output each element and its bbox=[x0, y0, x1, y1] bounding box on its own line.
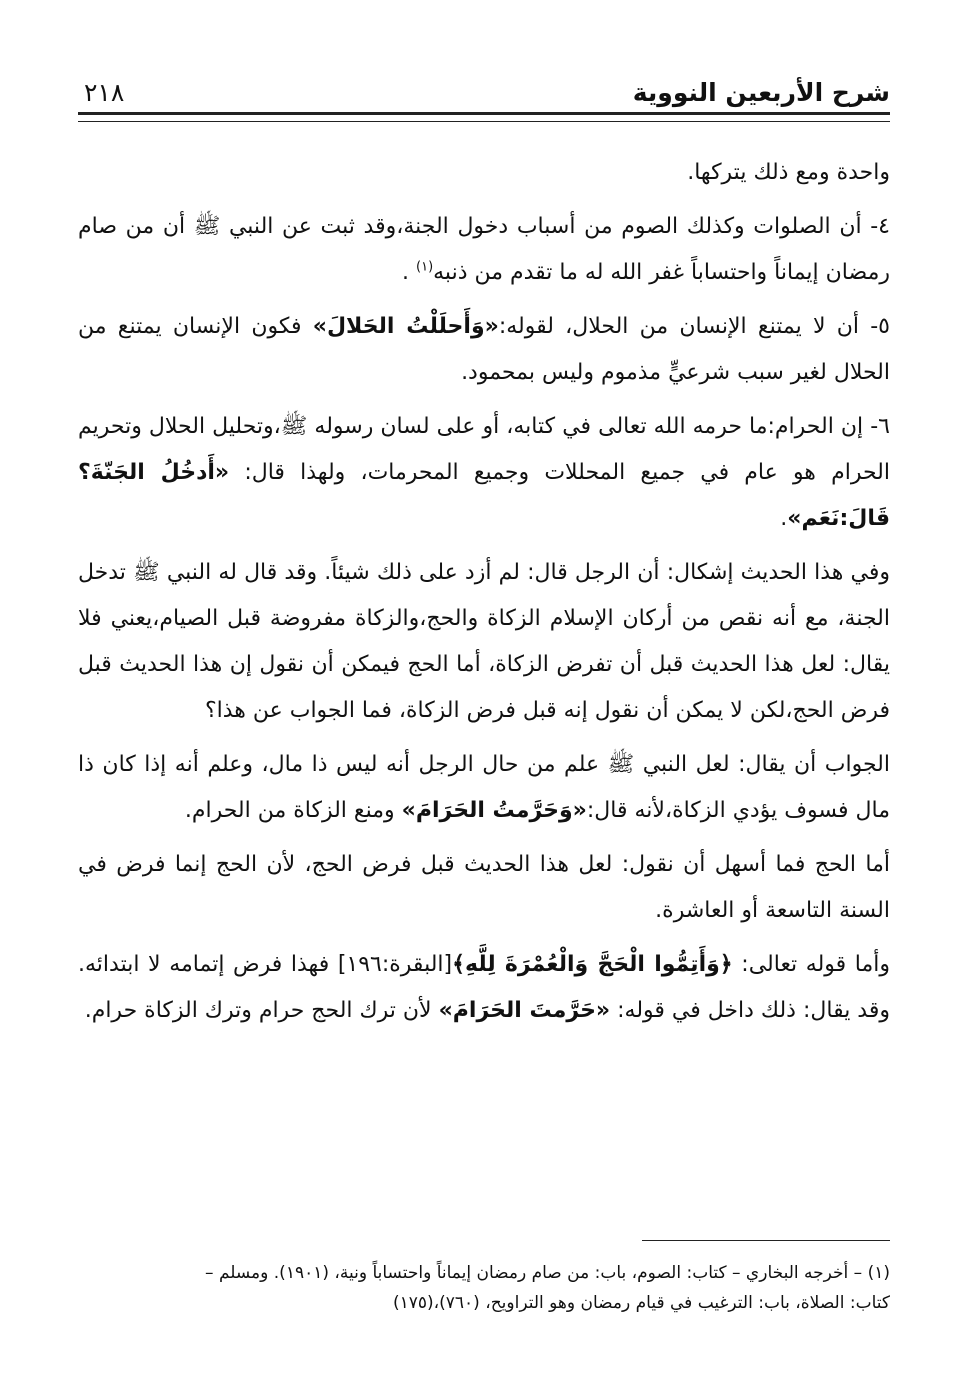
paragraph-3 bbox=[78, 304, 890, 396]
footnote-line: كتاب: الصلاة، باب: الترغيب في قيام رمضان وهو التراويح، (٧٦٠)،(١٧٥) bbox=[392, 1293, 890, 1313]
paragraph-text: وفي هذا الحديث إشكال: أن الرجل قال: لم أزد على ذلك شيئاً. وقد قال له النبي ﷺ تدخل الجنة، مع أنه نقص من أركان الإسلام الزكاة والحج،والزكاة مفروضة قبل الصيام،يعني فلا يقال: لعل هذا الحديث قبل أن تفرض الزكاة، أما الحج فيمكن أن نقول إن هذا الحديث قبل فرض الحج،لكن لا يمكن أن نقول إنه قبل فرض الزكاة، فما الجواب عن هذا؟ bbox=[78, 560, 890, 723]
paragraph-text: فكون الإنسان يمتنع من الحلال لغير سبب شرعيٍّ مذموم وليس بمحمود. bbox=[78, 314, 890, 385]
hadith-quote: «أَدخُلُ الجَنّةَ؟ قَالَ:نَعَم» bbox=[78, 460, 890, 531]
hadith-quote: «وَحَرَّمتُ الحَرَامَ» bbox=[401, 798, 587, 823]
paragraph-text: ٥- أن لا يمتنع الإنسان من الحلال، لقوله: bbox=[498, 314, 890, 339]
paragraph-6 bbox=[78, 742, 890, 834]
paragraph-text: ومنع الزكاة من الحرام. bbox=[184, 798, 402, 823]
hadith-quote: «وَأَحلَلْتُ الحَلالَ» bbox=[312, 314, 499, 339]
paragraph-text: الجواب أن يقال: لعل النبي ﷺ علم من حال الرجل أنه ليس ذا مال، وعلم أنه إذا كان ذا مال فسوف يؤدي الزكاة،لأنه قال: bbox=[78, 752, 890, 823]
paragraph-text: أما الحج فما أسهل أن نقول: لعل هذا الحديث قبل فرض الحج، لأن الحج إنما فرض في السنة التاسعة أو العاشرة. bbox=[78, 852, 890, 923]
paragraph-text: لأن ترك الحج حرام وترك الزكاة حرام. bbox=[84, 998, 439, 1023]
paragraph-text: وأما قوله تعالى: bbox=[732, 952, 890, 977]
footnote-line: (١) – أخرجه البخاري – كتاب: الصوم، باب: من صام رمضان إيماناً واحتساباً ونية، (١٩٠١). ومسلم – bbox=[205, 1263, 890, 1283]
page-header bbox=[78, 78, 890, 108]
paragraph-text: . bbox=[780, 506, 788, 531]
paragraph-text: واحدة ومع ذلك يتركها. bbox=[687, 160, 890, 185]
running-title: شرح الأربعين النووية bbox=[632, 78, 890, 107]
hadith-quote: «حَرَّمتَ الحَرَامَ» bbox=[438, 998, 611, 1023]
paragraph-2 bbox=[78, 204, 890, 296]
paragraph-4 bbox=[78, 404, 890, 542]
quran-verse: ﴿وَأَتِمُّوا الْحَجَّ وَالْعُمْرَةَ لِلَّهِ﴾ bbox=[452, 952, 733, 977]
paragraph-8 bbox=[78, 942, 890, 1034]
footnotes bbox=[70, 1258, 890, 1318]
page-number: ٢١٨ bbox=[84, 78, 125, 107]
paragraph-text: [البقرة:١٩٦] فهذا فرض إتمامه لا ابتدائه. وقد يقال: ذلك داخل في قوله: bbox=[78, 952, 890, 1023]
paragraph-5 bbox=[78, 550, 890, 734]
footnote-rule bbox=[642, 1240, 890, 1241]
footnote-marker: (١) bbox=[416, 259, 434, 275]
paragraph-text: ٦- إن الحرام:ما حرمه الله تعالى في كتابه، أو على لسان رسوله ﷺ،وتحليل الحلال وتحريم الحرام هو عام في جميع المحللات وجميع المحرمات، ولهذا قال: bbox=[78, 414, 890, 485]
paragraph-7 bbox=[78, 842, 890, 934]
paragraph-text: . bbox=[402, 260, 416, 285]
paragraph-1 bbox=[78, 150, 890, 196]
header-rule bbox=[78, 112, 890, 122]
paragraph-text: ٤- أن الصلوات وكذلك الصوم من أسباب دخول الجنة،وقد ثبت عن النبي ﷺ أن من صام رمضان إيماناً واحتساباً غفر الله له ما تقدم من ذنبه bbox=[78, 214, 890, 285]
body-text bbox=[78, 150, 890, 1042]
